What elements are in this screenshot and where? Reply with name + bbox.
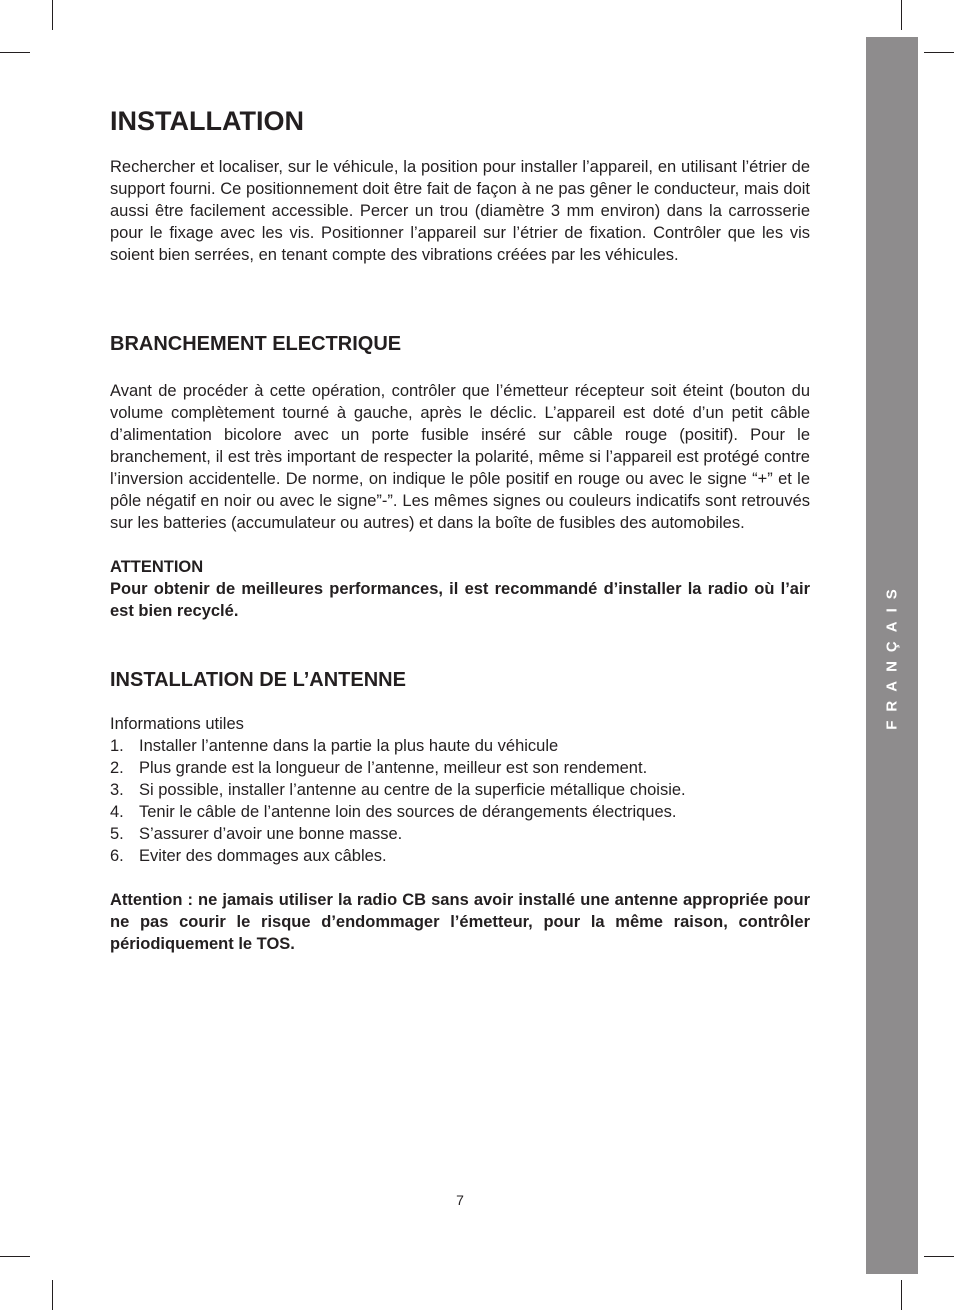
- crop-mark: [0, 1256, 30, 1257]
- antenne-tips-list: [110, 735, 810, 867]
- attention-text: Pour obtenir de meilleures performances, il est recommandé d’installer la radio où l’air est bien recyclé.: [110, 580, 810, 620]
- crop-mark: [52, 1280, 53, 1310]
- page-number: 7: [456, 1192, 464, 1208]
- list-item-text: S’assurer d’avoir une bonne masse.: [139, 825, 403, 843]
- list-item-text: Installer l’antenne dans la partie la plus haute du véhicule: [139, 737, 559, 755]
- branchement-paragraph: Avant de procéder à cette opération, contrôler que l’émetteur récepteur soit éteint (bouton du volume complètement tourné à gauche, après le déclic. L’appareil est doté d’un petit câble d’alimentation bicolore avec un porte fusible inséré sur câble rouge (positif). Pour le branchement, il est très important de respecter la polarité, même si l’appareil est protégé contre l’inversion accidentelle. De norme, on indique le pôle positif en rouge ou avec le signe “+” et le pôle négatif en noir ou avec le signe”-”. Les mêmes signes ou couleurs indicatifs sont retrouvés sur les batteries (accumulateur ou autres) et dans la boîte de fusibles des automobiles.: [110, 382, 810, 532]
- list-item-number: 2.: [110, 759, 124, 777]
- list-item-text: Si possible, installer l’antenne au centre de la superficie métallique choisie.: [139, 781, 686, 799]
- crop-mark: [901, 1280, 902, 1310]
- crop-mark: [901, 0, 902, 30]
- list-item-text: Eviter des dommages aux câbles.: [139, 847, 387, 865]
- crop-mark: [924, 1256, 954, 1257]
- crop-mark: [52, 0, 53, 30]
- page-content: [110, 100, 810, 955]
- list-item: [110, 779, 810, 801]
- crop-mark: [924, 52, 954, 53]
- list-item-number: 5.: [110, 825, 124, 843]
- list-item: [110, 801, 810, 823]
- list-item: [110, 845, 810, 867]
- list-item: [110, 735, 810, 757]
- list-item-text: Tenir le câble de l’antenne loin des sources de dérangements électriques.: [139, 803, 677, 821]
- installation-paragraph: Rechercher et localiser, sur le véhicule, la position pour installer l’appareil, en utilisant l’étrier de support fourni. Ce positionnement doit être fait de façon à ne pas gêner le conducteur, mais doit aussi être facilement accessible. Percer un trou (diamètre 3 mm environ) dans la carrosserie pour le fixage avec les vis. Positionner l’appareil sur l’étrier de fixation. Contrôler que les vis soient bien serrées, en tenant compte des vibrations créées par les véhicules.: [110, 158, 810, 264]
- attention-title: ATTENTION: [110, 558, 204, 576]
- language-label: FRANÇAIS: [883, 580, 901, 730]
- crop-mark: [0, 52, 30, 53]
- list-item: [110, 757, 810, 779]
- list-item: [110, 823, 810, 845]
- list-item-number: 4.: [110, 803, 124, 821]
- list-item-number: 3.: [110, 781, 124, 799]
- antenne-warning: Attention : ne jamais utiliser la radio CB sans avoir installé une antenne appropriée pour ne pas courir le risque d’endommager l’émetteur, pour la même raison, contrôler périodiquement le TOS.: [110, 891, 810, 953]
- installation-heading: INSTALLATION: [110, 106, 304, 136]
- list-item-number: 6.: [110, 847, 124, 865]
- antenne-heading: INSTALLATION DE L’ANTENNE: [110, 669, 406, 691]
- list-item-number: 1.: [110, 737, 124, 755]
- info-label: Informations utiles: [110, 715, 244, 733]
- branchement-heading: BRANCHEMENT ELECTRIQUE: [110, 333, 402, 355]
- list-item-text: Plus grande est la longueur de l’antenne, meilleur est son rendement.: [139, 759, 648, 777]
